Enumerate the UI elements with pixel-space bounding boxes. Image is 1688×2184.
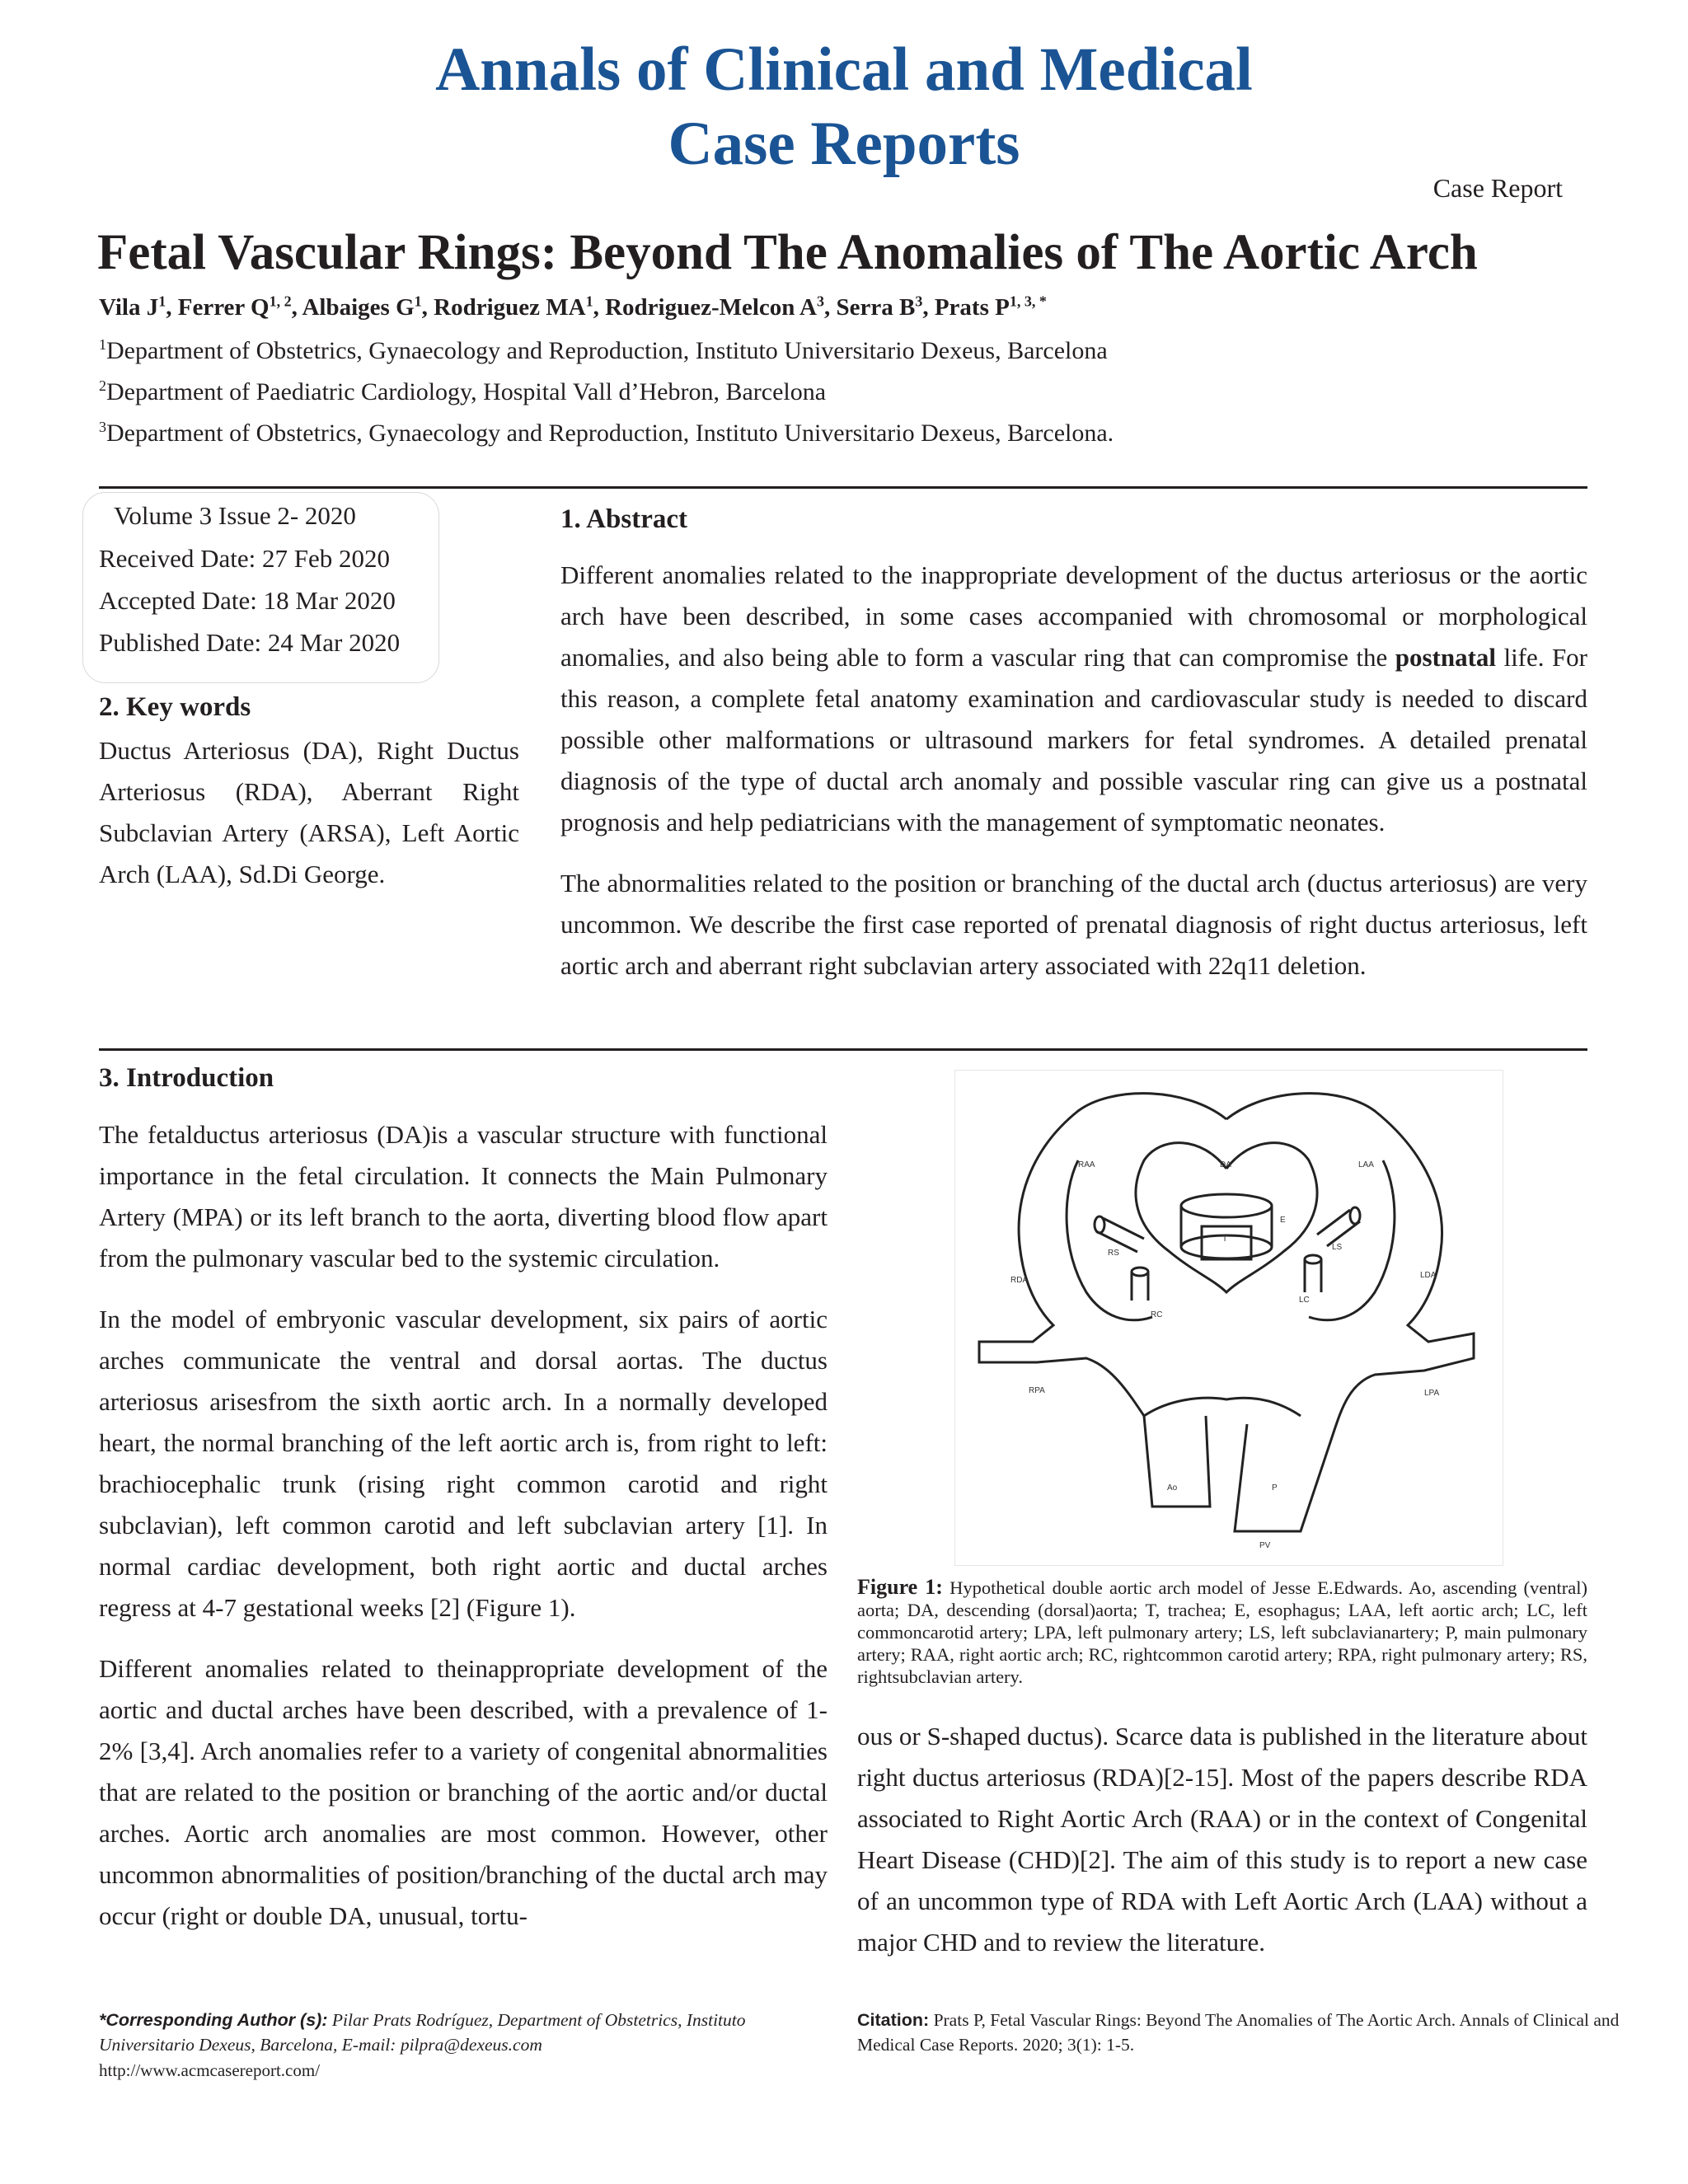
label-rda: RDA <box>1010 1276 1029 1285</box>
label-pv: PV <box>1259 1541 1271 1550</box>
label-ls: LS <box>1332 1243 1343 1252</box>
label-lda: LDA <box>1420 1271 1437 1280</box>
abstract-paragraph: The abnormalities related to the position or branching of the ductal arch (ductus arteriosus) are very uncommon. We describe the first case reported of prenatal diagnosis of right ductus arteriosus, left aortic arch and aberrant right subclavian artery associated with 22q11 deletion. <box>560 869 1587 980</box>
divider <box>99 486 1587 489</box>
article-type: Case Report <box>1432 173 1563 203</box>
label-da: DA <box>1220 1160 1231 1169</box>
intro-paragraph: In the model of embryonic vascular development, six pairs of aortic arches communicate the ventral and dorsal aortas. The ductus arteriosus arisesfrom the sixth aortic arch. In a normally developed heart, the normal branching of the left aortic arch is, from right to left: brachiocephalic trunk (rising right common carotid and right subclavian), left common carotid and left subclavian artery [1]. In normal cardiac development, both right aortic and ductal arches regress at 4-7 gestational weeks [2] (Figure 1). <box>99 1305 828 1622</box>
introduction-continued: ous or S-shaped ductus). Scarce data is published in the literature about right ductus arteriosus (RDA)[2-15]. Most of the papers describe RDA associated to Right Aortic Arch (RAA) or in the context of Congenital Heart Disease (CHD)[2]. The aim of this study is to report a new case of an uncommon type of RDA with Left Aortic Arch (LAA) without a major CHD and to review the literature. <box>857 1722 1587 1957</box>
published-date: Published Date: 24 Mar 2020 <box>99 628 401 657</box>
label-ao: Ao <box>1167 1483 1178 1493</box>
affiliation: $^3$Department of Obstetrics, Gynaecology and Reproduction, Instituto Universitario Dexeus, Barcelona. <box>99 419 1114 447</box>
journal-title-line2: Case Reports <box>668 110 1020 178</box>
intro-paragraph: Different anomalies related to theinappropriate development of the aortic and ductal arches have been described, with a prevalence of 1-2% [3,4]. Arch anomalies refer to a variety of congenital abnormalities that are related to the position or branching of the aortic and/or ductal arches. Aortic arch anomalies are most common. However, other uncommon abnormalities of position/branching of the ductal arch may occur (right or double DA, unusual, tortu- <box>99 1654 828 1930</box>
affiliation: $^1$Department of Obstetrics, Gynaecology and Reproduction, Instituto Universitario Dexeus, Barcelona <box>99 336 1108 364</box>
citation: Citation: Prats P, Fetal Vascular Rings: Beyond The Anomalies of The Aortic Arch. Annals of Clinical and Medical Case Reports. 2020; 3(1): 1-5. <box>857 2010 1620 2055</box>
author: Ferrer Q$^{1, 2}$ <box>177 293 292 321</box>
label-rpa: RPA <box>1029 1386 1045 1395</box>
author-list: Vila $J^1$, Ferrer Q$^{1, 2}$, Albaiges $G^1$, Rodriguez $MA^1$, Rodriguez-Melcon $A^3$, Serra $B^3$, Prats $P^{1, 3, *}$ <box>99 293 1047 321</box>
accepted-date: Accepted Date: 18 Mar 2020 <box>99 586 396 615</box>
affiliation: $^2$Department of Paediatric Cardiology, Hospital Vall d’Hebron, Barcelona <box>99 377 827 405</box>
figure-1-diagram <box>954 1070 1503 1566</box>
article-title: Fetal Vascular Rings: Beyond The Anomalies of The Aortic Arch <box>97 225 1478 280</box>
journal-url-link[interactable]: http://www.acmcasereport.com/ <box>99 2060 321 2080</box>
abstract-paragraph: Different anomalies related to the inappropriate development of the ductus arteriosus or the aortic arch have been described, in some cases accompanied with chromosomal or morphological anomalies, and also being able to form a vascular ring that can compromise the postnatal life. For this reason, a complete fetal anatomy examination and cardiovascular study is needed to discard possible other malformations or ultrasound markers for fetal syndromes. A detailed prenatal diagnosis of the type of ductal arch anomaly and possible vascular ring can give us a postnatal prognosis and help pediatricians with the management of symptomatic neonates. <box>560 560 1588 837</box>
author: Rodriguez-Melcon $A^3$ <box>605 293 824 321</box>
label-raa: RAA <box>1078 1160 1095 1169</box>
keywords-text: Ductus Arteriosus (DA), Right Ductus Arteriosus (RDA), Aberrant Right Subclavian Artery (ARSA), Left Aortic Arch (LAA), Sd.Di George. <box>99 736 519 888</box>
journal-title-line1: Annals of Clinical and Medical <box>435 35 1253 104</box>
label-laa: LAA <box>1358 1160 1374 1169</box>
author: Rodriguez $MA^1$ <box>434 293 593 321</box>
label-e: E <box>1280 1216 1286 1225</box>
keywords-heading: 2. Key words <box>99 692 251 722</box>
label-rc: RC <box>1151 1310 1163 1319</box>
divider <box>99 1048 1587 1051</box>
corresponding-author: *Corresponding Author (s): Pilar Prats Rodríguez, Department of Obstetrics, Instituto Universitario Dexeus, Barcelona, E-mail: pilpra@dexeus.com <box>99 2010 746 2055</box>
intro-paragraph: The fetalductus arteriosus (DA)is a vascular structure with functional importance in the fetal circulation. It connects the Main Pulmonary Artery (MPA) or its left branch to the aorta, diverting blood flow apart from the pulmonary vascular bed to the systemic circulation. <box>99 1120 828 1272</box>
label-lc: LC <box>1299 1296 1310 1305</box>
author: Vila $J^1$ <box>99 293 166 321</box>
author: Albaiges $G^1$ <box>302 293 422 321</box>
figure-frame <box>954 1070 1503 1566</box>
journal-title <box>0 33 1688 181</box>
abstract-heading: 1. Abstract <box>560 504 687 534</box>
label-lpa: LPA <box>1424 1389 1440 1398</box>
introduction-heading: 3. Introduction <box>99 1063 274 1093</box>
label-p: P <box>1272 1483 1278 1493</box>
abstract-body <box>560 555 1587 1006</box>
figure-caption: Figure 1: Hypothetical double aortic arch model of Jesse E.Edwards. Ao, ascending (ventral) aorta; DA, descending (dorsal)aorta; T, trachea; E, esophagus; LAA, left aortic arch; LC, left commoncarotid artery; LPA, left pulmonary artery; LS, left subclavianartery; P, main pulmonary artery; RAA, right aortic arch; RC, rightcommon carotid artery; RPA, right pulmonary artery; RS, rightsubclavian artery. <box>857 1575 1587 1687</box>
label-t: T <box>1222 1235 1228 1244</box>
received-date: Received Date: 27 Feb 2020 <box>99 544 390 573</box>
label-rs: RS <box>1108 1249 1119 1258</box>
introduction-body <box>99 1114 828 1957</box>
author: Serra $B^3$ <box>836 293 923 321</box>
volume-info: Volume 3 Issue 2- 2020 <box>114 501 356 530</box>
author: Prats $P^{1, 3, *}$ <box>934 293 1047 321</box>
